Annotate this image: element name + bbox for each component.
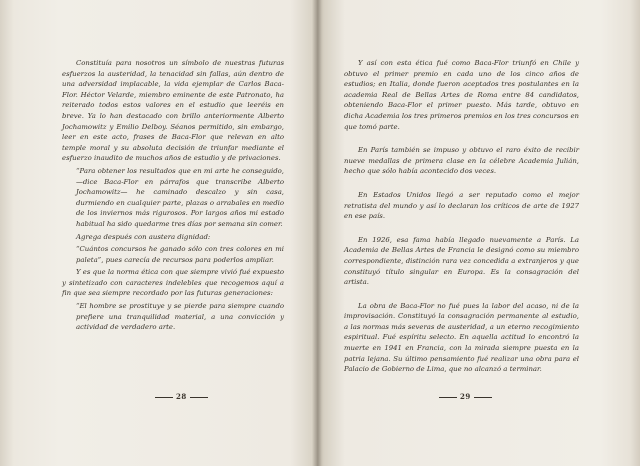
folio-rule-left <box>439 397 457 398</box>
right-paragraph-2: En París también se impuso y obtuvo el raro éxito de recibir nueve medallas de primera clase en la célebre Academia Julián, hecho que sólo había acontecido dos veces. <box>344 146 579 176</box>
left-page-number <box>152 392 211 401</box>
book-gutter <box>312 0 322 466</box>
right-page-number <box>436 392 495 401</box>
right-paragraph-5: La obra de Baca-Flor no fué pues la labor del acaso, ni de la improvisación. Constituyó la consagración permanente al estudio, a las normas más severas de austeridad, a un eterno recogimiento espiritual. Fué espíritu selecto. En aquella actitud lo encontró la muerte en 1941 en Francia, con la mirada siempre puesta en la patria lejana. Su último pensamiento fué realizar una obra para el Palacio de Gobierno de Lima, que no alcanzó a terminar. <box>344 301 579 374</box>
right-paragraph-4: En 1926, esa fama había llegado nuevamente a París. La Academia de Bellas Artes de Francia le designó como su miembro correspondiente, distinción rara vez concedida a extranjeros y que constituyó título singular en Europa. Es la consagración del artista. <box>344 235 579 287</box>
folio-rule-left <box>155 397 173 398</box>
left-quote-3: “Cuántos concursos he ganado sólo con tres colores en mi paleta”, pues carecía de recursos para poderlos ampliar. <box>76 245 284 264</box>
right-paragraph-1: Y así con esta ética fué como Baca-Flor triunfó en Chile y obtuvo el primer premio en cada uno de los cinco años de estudios; en Italia, donde fueron aceptados tres postulantes en la academia Real de Bellas Artes de Roma entre 84 candidatos, obteniendo Baca-Flor el primer puesto. Más tarde, obtuvo en dicha Academia los tres primeros premios en los tres concursos en que tomó parte. <box>344 59 579 131</box>
right-paragraph-3: En Estados Unidos llegó a ser reputado como el mejor retratista del mundo y así lo declaran los críticos de arte de 1927 en ese país. <box>344 190 579 221</box>
right-page <box>344 58 579 377</box>
left-quote-4: “El hombre se prostituye y se pierde para siempre cuando prefiere una tranquilidad material, a una convicción y actividad de verdadero arte. <box>76 302 284 332</box>
right-folio-text: 29 <box>460 392 471 401</box>
left-quote-2: Agrega después con austera dignidad: <box>76 232 211 241</box>
folio-rule-right <box>474 397 492 398</box>
left-page <box>62 58 284 335</box>
left-folio-text: 28 <box>176 392 187 401</box>
left-paragraph-2: Y es que la norma ética con que siempre vivió fué expuesto y sintetizado con caracteres indelebles que recogemos aquí a fin que sea siempre recordado por las futuras generaciones: <box>62 268 284 298</box>
left-paragraph-1: Constituía para nosotros un símbolo de nuestras futuras esfuerzos la austeridad, la tenacidad sin fallas, aún dentro de una adversidad implacable, la vida ejemplar de Carlos Baca-Flor. Héctor Velarde, miembro eminente de este Patronato, ha reiterado todos estos valores en el estudio que leeréis en breve. Ya lo han destacado con brillo anteriormente Alberto Jochamowitz y Emilio Delboy. Séanos permitido, sin embargo, leer en este acto, frases de Baca-Flor que relevan en alto temple moral y su absoluta decisión de triunfar mediante el esfuerzo inaudito de muchos años de estudio y de privaciones. <box>62 59 284 163</box>
folio-rule-right <box>190 397 208 398</box>
left-quote-1: “Para obtener los resultados que en mi arte he conseguido, —dice Baca-Flor en párrafos que transcribe Alberto Jochamowitz— he caminado descalzo y sin casa, durmiendo en cualquier parte, plazas o arrabales en medio de los inviernos más rigurosos. Por largos años mi estado habitual ha sido quedarme tres días por semana sin comer. <box>76 166 284 228</box>
